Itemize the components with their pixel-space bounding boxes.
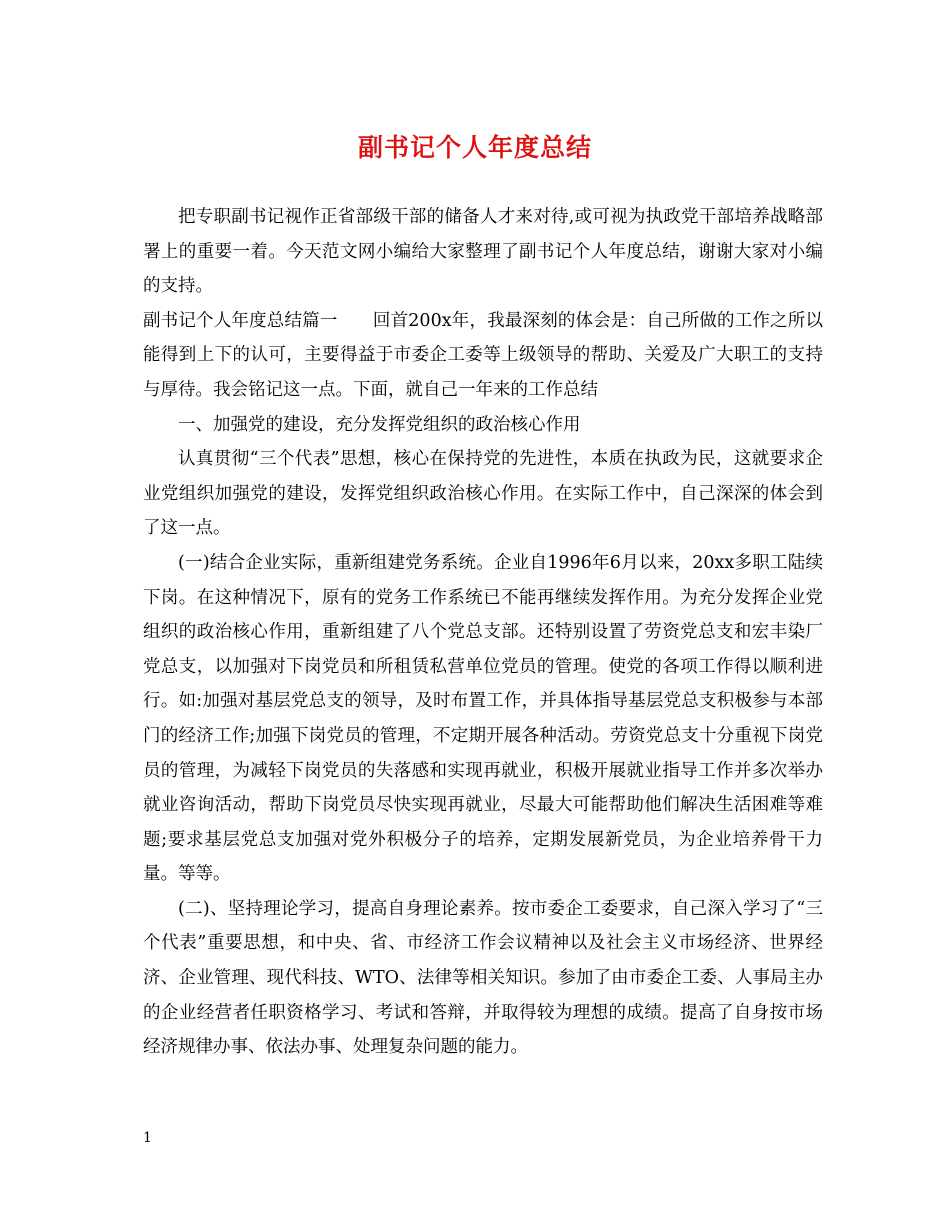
paragraph-theory-study: (二)、坚持理论学习，提高自身理论素养。按市委企工委要求，自己深入学习了“三个代表”重要思想，和中央、省、市经济工作会议精神以及社会主义市场经济、世界经济、企业管理、现代科技、WTO、法律等相关知识。参加了由市委企工委、人事局主办的企业经营者任职资格学习、考试和答辩，并取得较为理想的成绩。提高了自身按市场经济规律办事、依法办事、处理复杂问题的能力。 [143,898,823,1058]
paragraph-section-one-opening: 副书记个人年度总结篇一 回首200x年，我最深刻的体会是：自己所做的工作之所以能得到上下的认可，主要得益于市委企工委等上级领导的帮助、关爱及广大职工的支持与厚待。我会铭记这一点。下面，就自己一年来的工作总结 [143,310,823,400]
paragraph-three-represents: 认真贯彻“三个代表”思想，核心在保持党的先进性，本质在执政为民，这就要求企业党组织加强党的建设，发挥党组织政治核心作用。在实际工作中，自己深深的体会到了这一点。 [143,449,823,539]
section-heading: 一、加强党的建设，充分发挥党组织的政治核心作用 [178,414,581,435]
document-body [143,200,823,1065]
page-number: 1 [143,1130,152,1146]
document-title: 副书记个人年度总结 [357,133,592,162]
paragraph-party-system: (一)结合企业实际，重新组建党务系统。企业自1996年6月以来，20xx多职工陆续下岗。在这种情况下，原有的党务工作系统已不能再继续发挥作用。为充分发挥企业党组织的政治核心作用，重新组建了八个党总支部。还特别设置了劳资党总支和宏丰染厂党总支，以加强对下岗党员和所租赁私营单位党员的管理。使党的各项工作得以顺利进行。如:加强对基层党总支的领导，及时布置工作，并具体指导基层党总支积极参与本部门的经济工作;加强下岗党员的管理，不定期开展各种活动。劳资党总支十分重视下岗党员的管理，为减轻下岗党员的失落感和实现再就业，积极开展就业指导工作并多次举办就业咨询活动，帮助下岗党员尽快实现再就业，尽最大可能帮助他们解决生活困难等难题;要求基层党总支加强对党外积极分子的培养，定期发展新党员，为企业培养骨干力量。等等。 [143,552,823,885]
paragraph-intro: 把专职副书记视作正省部级干部的储备人才来对待,或可视为执政党干部培养战略部署上的重要一着。今天范文网小编给大家整理了副书记个人年度总结，谢谢大家对小编的支持。 [143,207,823,297]
